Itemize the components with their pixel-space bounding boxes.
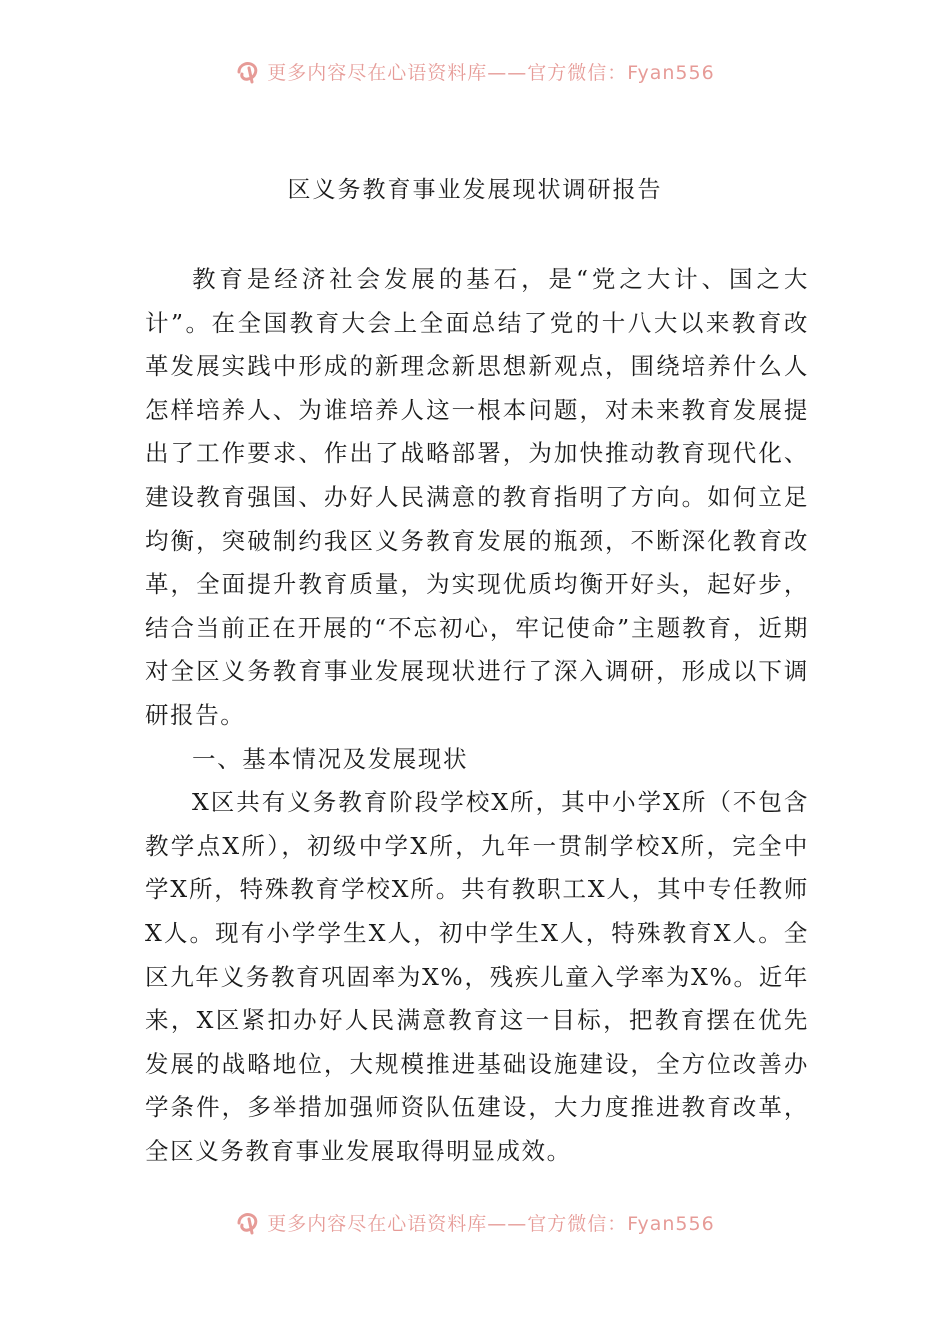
document-title: 区义务教育事业发展现状调研报告: [287, 177, 663, 203]
brand-logo-icon: [235, 58, 261, 84]
section-heading: 一、基本情况及发展现状: [192, 744, 469, 773]
paragraph-intro: 教育是经济社会发展的基石，是“党之大计、国之大计”。在全国教育大会上全面总结了党的十八大以来教育改革发展实践中形成的新理念新思想新观点，围绕培养什么人怎样培养人、为谁培养人这一根本问题，对未来教育发展提出了工作要求、作出了战略部署，为加快推动教育现代化、建设教育强国、办好人民满意的教育指明了方向。如何立足均衡，突破制约我区义务教育发展的瓶颈，不断深化教育改革，全面提升教育质量，为实现优质均衡开好头，起好步，结合当前正在开展的“不忘初心，牢记使命”主题教育，近期对全区义务教育事业发展现状进行了深入调研，形成以下调研报告。: [145, 265, 809, 729]
watermark-top: [0, 54, 950, 88]
watermark-bottom: [0, 1205, 950, 1239]
watermark-text: 更多内容尽在心语资料库——官方微信：Fyan556: [267, 1212, 715, 1235]
watermark-text: 更多内容尽在心语资料库——官方微信：Fyan556: [267, 61, 715, 84]
document-body: [145, 258, 809, 1173]
brand-logo-icon: [235, 1209, 261, 1235]
paragraph-status: X区共有义务教育阶段学校X所，其中小学X所（不包含教学点X所），初级中学X所，九年一贯制学校X所，完全中学X所，特殊教育学校X所。共有教职工X人，其中专任教师X人。现有小学学生X人，初中学生X人，特殊教育X人。全区九年义务教育巩固率为X%，残疾儿童入学率为X%。近年来，X区紧扣办好人民满意教育这一目标，把教育摆在优先发展的战略地位，大规模推进基础设施建设，全方位改善办学条件，多举措加强师资队伍建设，大力度推进教育改革，全区义务教育事业发展取得明显成效。: [145, 788, 809, 1165]
